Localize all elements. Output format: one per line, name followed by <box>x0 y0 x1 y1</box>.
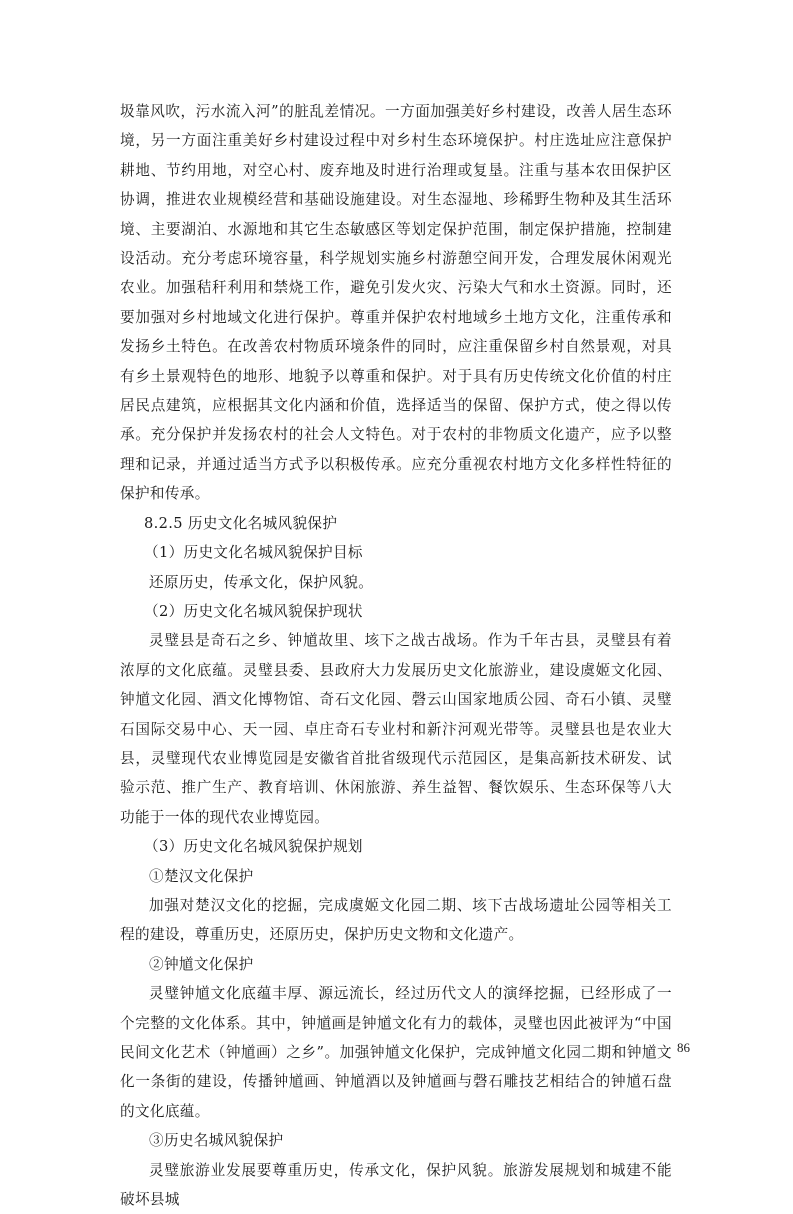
paragraph-historic-city-style: 灵璧旅游业发展要尊重历史，传承文化，保护风貌。旅游发展规划和城建不能破坏县城 <box>120 1161 672 1209</box>
paragraph-protection-status: 灵璧县是奇石之乡、钟馗故里、垓下之战古战场。作为千年古县，灵璧县有着浓厚的文化底蕴。灵璧县委、县政府大力发展历史文化旅游业，建设虞姬文化园、钟馗文化园、酒文化博物馆、奇石文化园、磬云山国家地质公园、奇石小镇、灵璧石国际交易中心、天一园、卓庄奇石专业村和新汴河观光带等。灵璧县也是农业大县，灵璧现代农业博览园是安徽省首批省级现代示范园区，是集高新技术研发、试验示范、推广生产、教育培训、休闲旅游、养生益智、餐饮娱乐、生态环保等八大功能于一体的现代农业博览园。 <box>120 632 672 826</box>
paragraph-zhong-kui-culture: 灵璧钟馗文化底蕴丰厚、源远流长，经过历代文人的演绎挖掘，已经形成了一个完整的文化体系。其中，钟馗画是钟馗文化有力的载体，灵璧也因此被评为“中国民间文化艺术（钟馗画）之乡”。加强钟馗文化保护，完成钟馗文化园二期和钟馗文化一条街的建设，传播钟馗画、钟馗酒以及钟馗画与磬石雕技艺相结合的钟馗石盘的文化底蕴。 <box>120 985 672 1120</box>
item-heading-chu-han-culture: ①楚汉文化保护 <box>149 867 254 885</box>
subheading-protection-plan: （3）历史文化名城风貌保护规划 <box>144 838 363 856</box>
page-body <box>120 97 672 1214</box>
page-number: 86 <box>677 1040 690 1055</box>
item-heading-historic-city-style: ③历史名城风貌保护 <box>149 1132 284 1150</box>
section-heading-8-2-5: 8.2.5 历史文化名城风貌保护 <box>144 514 338 532</box>
paragraph-protection-goal: 还原历史，传承文化，保护风貌。 <box>149 573 374 591</box>
paragraph-chu-han-culture: 加强对楚汉文化的挖掘，完成虞姬文化园二期、垓下古战场遗址公园等相关工程的建设，尊重历史，还原历史，保护历史文物和文化遗产。 <box>120 896 672 944</box>
item-heading-zhong-kui-culture: ②钟馗文化保护 <box>149 955 254 973</box>
subheading-protection-goal: （1）历史文化名城风貌保护目标 <box>144 544 363 562</box>
subheading-protection-status: （2）历史文化名城风貌保护现状 <box>144 602 363 620</box>
paragraph-rural-culture-protection: 圾靠风吹，污水流入河”的脏乱差情况。一方面加强美好乡村建设，改善人居生态环境，另一方面注重美好乡村建设过程中对乡村生态环境保护。村庄选址应注意保护耕地、节约用地，对空心村、废弃地及时进行治理或复垦。注重与基本农田保护区协调，推进农业规模经营和基础设施建设。对生态湿地、珍稀野生物种及其生活环境、主要湖泊、水源地和其它生态敏感区等划定保护范围，制定保护措施，控制建设活动。充分考虑环境容量，科学规划实施乡村游憩空间开发，合理发展休闲观光农业。加强秸秆利用和禁烧工作，避免引发火灾、污染大气和水土资源。同时，还要加强对乡村地域文化进行保护。尊重并保护农村地域乡土地方文化，注重传承和发扬乡土特色。在改善农村物质环境条件的同时，应注重保留乡村自然景观，对具有乡土景观特色的地形、地貌予以尊重和保护。对于具有历史传统文化价值的村庄居民点建筑，应根据其文化内涵和价值，选择适当的保留、保护方式，使之得以传承。充分保护并发扬农村的社会人文特色。对于农村的非物质文化遗产，应予以整理和记录，并通过适当方式予以积极传承。应充分重视农村地方文化多样性特征的保护和传承。 <box>120 103 672 503</box>
